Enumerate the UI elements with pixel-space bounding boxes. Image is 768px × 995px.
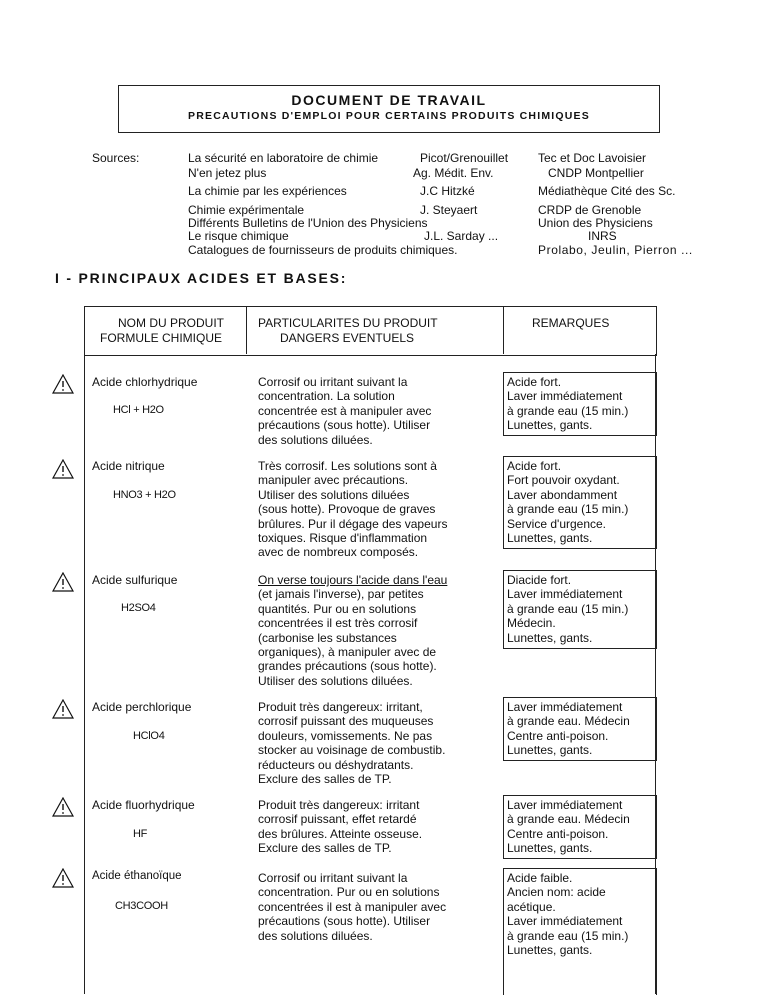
title-box	[118, 85, 660, 133]
product-remarks: Laver immédiatement à grande eau. Médecin Centre anti-poison. Lunettes, gants.	[507, 700, 630, 758]
document-subtitle: PRECAUTIONS D'EMPLOI POUR CERTAINS PRODUITS CHIMIQUES	[188, 110, 590, 122]
document-title: DOCUMENT DE TRAVAIL	[291, 92, 487, 108]
source-publisher: CNDP Montpellier	[548, 166, 644, 180]
product-dangers: Corrosif ou irritant suivant la concentration. La solution concentrée est à manipuler avec précautions (sous hotte). Utiliser des solutions diluées.	[258, 375, 432, 447]
product-name: Acide chlorhydrique	[92, 375, 198, 389]
product-dangers: Très corrosif. Les solutions sont à manipuler avec précautions. Utiliser des solutions diluées (sous hotte). Provoque de graves brûlures. Pur il dégage des vapeurs toxiques. Risque d'inflammation avec de nombreux composés.	[258, 459, 448, 560]
warning-icon	[52, 868, 74, 888]
warning-icon	[52, 699, 74, 719]
product-name: Acide perchlorique	[92, 700, 192, 714]
source-work: N'en jetez plus	[188, 166, 267, 180]
product-dangers: Produit très dangereux: irritant corrosif puissant, effet retardé des brûlures. Atteinte osseuse. Exclure des salles de TP.	[258, 798, 423, 856]
warning-icon	[52, 374, 74, 394]
source-work: Chimie expérimentale	[188, 203, 305, 217]
source-work: Catalogues de fournisseurs de produits chimiques.	[188, 243, 458, 257]
warning-icon	[52, 572, 74, 592]
header-divider	[503, 306, 504, 354]
header-col3: REMARQUES	[532, 316, 610, 330]
source-author: J. Steyaert	[420, 203, 478, 217]
source-work: Différents Bulletins de l'Union des Physiciens	[188, 216, 428, 230]
product-dangers: Corrosif ou irritant suivant la concentration. Pur ou en solutions concentrées il est à manipuler avec précautions (sous hotte). Utiliser des solutions diluées.	[258, 871, 447, 943]
product-dangers: On verse toujours l'acide dans l'eau (et jamais l'inverse), par petites quantités. Pur ou en solutions concentrées il est très corrosif (carbonise les substances organiques), à manipuler avec de grandes précautions (sous hotte). Utiliser des solutions diluées.	[258, 573, 448, 688]
product-remarks: Diacide fort. Laver immédiatement à grande eau (15 min.) Médecin. Lunettes, gants.	[507, 573, 629, 645]
section-title: I - PRINCIPAUX ACIDES ET BASES:	[55, 270, 348, 286]
header-divider	[246, 306, 247, 354]
product-remarks: Acide faible. Ancien nom: acide acétique. Laver immédiatement à grande eau (15 min.) Lunettes, gants.	[507, 871, 629, 958]
source-work: La sécurité en laboratoire de chimie	[188, 151, 379, 165]
header-col2-line1: PARTICULARITES DU PRODUIT	[258, 316, 438, 330]
product-remarks: Acide fort. Fort pouvoir oxydant. Laver abondamment à grande eau (15 min.) Service d'urgence. Lunettes, gants.	[507, 459, 629, 546]
product-formula: H2SO4	[121, 602, 156, 614]
product-name: Acide sulfurique	[92, 573, 178, 587]
header-col1-line1: NOM DU PRODUIT	[118, 316, 224, 330]
source-publisher: INRS	[588, 229, 617, 243]
source-author: Picot/Grenouillet	[420, 151, 509, 165]
product-formula: CH3COOH	[115, 900, 168, 912]
product-dangers: Produit très dangereux: irritant, corrosif puissant des muqueuses douleurs, vomissements. Ne pas stocker au voisinage de combustib. réducteurs ou déshydratants. Exclure des salles de TP.	[258, 700, 446, 787]
table-rule	[84, 354, 85, 994]
source-publisher: Tec et Doc Lavoisier	[538, 151, 647, 165]
warning-icon	[52, 797, 74, 817]
product-formula: HCl + H2O	[113, 404, 164, 416]
source-author: J.L. Sarday ...	[424, 229, 499, 243]
source-publisher: CRDP de Grenoble	[538, 203, 642, 217]
sources-label: Sources:	[92, 151, 140, 165]
source-publisher: Union des Physiciens	[538, 216, 653, 230]
source-publisher: Prolabo, Jeulin, Pierron ...	[538, 243, 693, 257]
product-name: Acide nitrique	[92, 459, 165, 473]
product-name: Acide fluorhydrique	[92, 798, 195, 812]
product-remarks: Acide fort. Laver immédiatement à grande eau (15 min.) Lunettes, gants.	[507, 375, 629, 433]
source-author: J.C Hitzké	[420, 184, 475, 198]
product-formula: HNO3 + H2O	[113, 489, 176, 501]
product-formula: HF	[133, 828, 148, 840]
product-formula: HClO4	[133, 730, 165, 742]
header-col2-line2: DANGERS EVENTUELS	[280, 331, 415, 345]
warning-icon	[52, 459, 74, 479]
source-publisher: Médiathèque Cité des Sc.	[538, 184, 676, 198]
header-col1-line2: FORMULE CHIMIQUE	[100, 331, 223, 345]
product-remarks: Laver immédiatement à grande eau. Médecin Centre anti-poison. Lunettes, gants.	[507, 798, 630, 856]
source-work: Le risque chimique	[188, 229, 289, 243]
source-work: La chimie par les expériences	[188, 184, 347, 198]
product-name: Acide éthanoïque	[92, 870, 182, 882]
source-author: Ag. Médit. Env.	[413, 166, 494, 180]
